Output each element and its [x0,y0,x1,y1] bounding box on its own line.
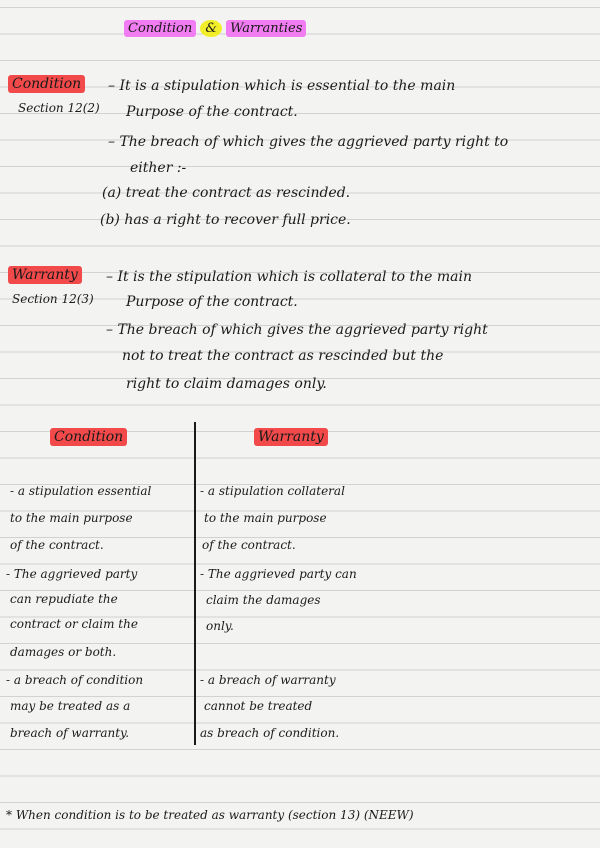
title-part1: Condition [124,20,196,37]
condition-line-1: – It is a stipulation which is essential to the main [108,78,456,94]
right-line-8: cannot be treated [204,699,313,713]
left-line-10: breach of warranty. [10,726,130,740]
right-line-7: - a breach of warranty [200,673,336,687]
right-line-2: to the main purpose [204,511,327,525]
title-amp: & [200,20,222,37]
title-part2: Warranties [226,20,306,37]
warranty-line-1: – It is the stipulation which is collateral to the main [106,269,472,285]
left-line-9: may be treated as a [10,699,131,713]
right-line-1: - a stipulation collateral [200,484,345,498]
left-line-6: contract or claim the [10,617,138,631]
page-title [124,20,306,38]
left-line-8: - a breach of condition [6,673,144,687]
warranty-line-3: – The breach of which gives the aggrieved party right [106,322,488,338]
left-line-7: damages or both. [10,645,117,659]
left-line-3: of the contract. [10,538,104,552]
condition-line-3: – The breach of which gives the aggrieved party right to [108,134,509,150]
condition-label: Condition [8,75,85,93]
comparison-left-header: Condition [50,428,127,446]
right-line-9: as breach of condition. [200,726,340,740]
condition-line-6: (b) has a right to recover full price. [100,212,351,228]
warranty-line-4: not to treat the contract as rescinded but the [122,348,444,364]
condition-line-2: Purpose of the contract. [126,104,298,120]
condition-line-5: (a) treat the contract as rescinded. [102,185,351,201]
comparison-right-header: Warranty [254,428,328,446]
warranty-label: Warranty [8,266,82,284]
right-line-4: - The aggrieved party can [200,567,357,581]
right-line-5: claim the damages [206,593,321,607]
right-line-6: only. [206,619,234,633]
left-line-5: can repudiate the [10,592,118,606]
left-line-4: - The aggrieved party [6,567,138,581]
warranty-line-2: Purpose of the contract. [126,294,298,310]
left-line-1: - a stipulation essential [10,484,152,498]
condition-line-4: either :- [130,160,187,176]
footnote: * When condition is to be treated as warranty (section 13) (NEEW) [6,808,414,822]
warranty-section: Section 12(3) [12,292,94,306]
right-line-3: of the contract. [202,538,296,552]
left-line-2: to the main purpose [10,511,133,525]
condition-section: Section 12(2) [18,101,100,115]
comparison-divider [194,422,196,745]
warranty-line-5: right to claim damages only. [126,376,327,392]
